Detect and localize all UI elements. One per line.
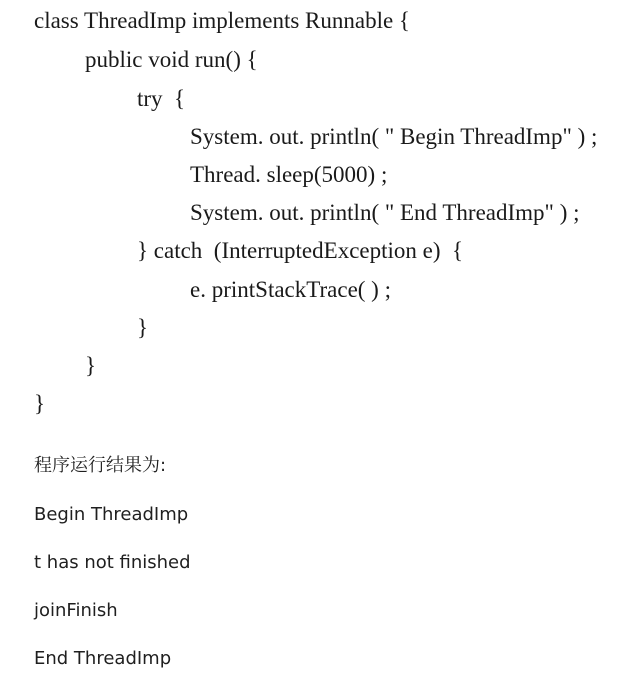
- code-line-print-begin: System. out. println( " Begin ThreadImp" ) ;: [190, 124, 598, 149]
- code-line-run-method: public void run() {: [85, 47, 258, 72]
- output-line-begin: Begin ThreadImp: [34, 504, 189, 525]
- code-line-close-class: }: [34, 391, 46, 416]
- code-line-try: try {: [137, 86, 186, 111]
- output-line-join-finish: joinFinish: [34, 600, 118, 621]
- code-line-close-run: }: [85, 353, 97, 378]
- code-line-print-end: System. out. println( " End ThreadImp" ) ;: [190, 200, 580, 225]
- output-line-end: End ThreadImp: [34, 648, 172, 669]
- output-line-not-finished: t has not finished: [34, 552, 191, 573]
- code-line-sleep: Thread. sleep(5000) ;: [190, 162, 388, 187]
- output-heading: 程序运行结果为:: [34, 455, 167, 476]
- code-line-print-stack-trace: e. printStackTrace( ) ;: [190, 277, 391, 302]
- code-line-close-catch: }: [137, 315, 149, 340]
- code-line-class-declaration: class ThreadImp implements Runnable {: [34, 8, 410, 33]
- code-line-catch: } catch (InterruptedException e) {: [137, 238, 464, 263]
